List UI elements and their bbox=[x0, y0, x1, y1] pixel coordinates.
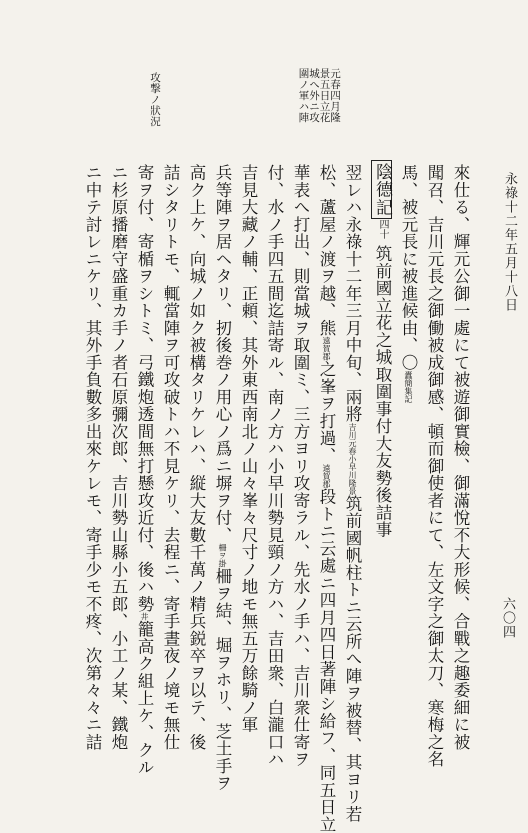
page-number: 六〇四 bbox=[500, 597, 515, 639]
chapter-title: 筑前國立花之城取圍事付大友勢後詰事 bbox=[373, 245, 392, 539]
text-column-1: 來仕る、輝元公御一處にて被遊御實檢、御滿悅不大形候、合戰之趣委細に被 bbox=[451, 164, 470, 751]
text-column-5: 翌レハ永祿十二年三月中旬、兩將吉川元春小早川隆景筑前國帆柱トニ云所へ陣ヲ被替、其ヨリ若 bbox=[343, 164, 362, 823]
text-column-8: 付、水ノ手四五間迄詰寄ル、南ノ方ハ小早川勢見頸ノ方ハ、吉田衆、白瀧口ハ bbox=[265, 164, 284, 768]
margin-annotation-2: 攻撃ノ狀況 bbox=[149, 72, 161, 127]
source-volume: 四十 bbox=[377, 219, 388, 240]
column-6-note-b: 遠賀郡 bbox=[322, 464, 331, 488]
column-10-note: 柵ヲ掛 bbox=[218, 543, 227, 568]
text-column-10: 兵等陣ヲ居ヘタリ、扨後巻ノ用心ノ爲ニ塀ヲ付、柵ヲ掛柵ヲ結、堀ヲホリ、芝土手ヲ bbox=[213, 164, 232, 792]
margin-annotation-1: 元春四月隆景五日立花城へ外ニ攻圍ノ軍ハ陣 bbox=[297, 68, 341, 123]
column-5-note: 吉川元春小早川隆景 bbox=[348, 422, 357, 495]
column-6-note-a: 遠賀郡 bbox=[322, 336, 331, 361]
text-column-11: 高ク上ケ、向城ノ如ク被構タリケレハ、縦大友數千萬ノ精兵鋭卒ヲ以テ、後 bbox=[187, 164, 206, 751]
text-column-6: 松、蘆屋ノ渡ヲ越、熊遠賀郡之峯ヲ打過、遠賀郡段トニ云處ニ四月四日著陣シ給フ、同五日立 bbox=[317, 164, 336, 833]
text-column-9: 吉見大藏ノ輔、正頼、其外東西南北ノ山々峯々尺寸ノ地モ無五万餘騎ノ軍 bbox=[239, 164, 258, 734]
text-column-4 bbox=[371, 160, 392, 539]
column-3-source-note: 蠹簡集記 bbox=[404, 371, 413, 403]
text-column-12: 詰シタリトモ、輒當陣ヲ可攻破トハ不見ケリ、去程ニ、寄手晝夜ノ境モ無仕 bbox=[161, 164, 180, 751]
source-title-box: 陰德記 bbox=[371, 160, 392, 219]
text-column-2: 聞召、吉川元長之御働被成御感、頓而御使者にて、左文字之御太刀、寒梅之名 bbox=[425, 164, 444, 768]
text-column-14: ニ杉原播磨守盛重カ手ノ者石原彌次郎、吉川勢山縣小五郎、小工ノ某、鐵炮 bbox=[109, 164, 128, 751]
column-3-main: 馬、被元長に被進候由、〇 bbox=[399, 164, 418, 371]
column-13-note: 井 bbox=[140, 612, 149, 621]
text-column-7: 華表へ打出、則當城ヲ取圍ミ、三方ヨリ攻寄ラル、先水ノ手ハ、吉川衆仕寄ヲ bbox=[291, 164, 310, 768]
header-date: 永祿十二年五月十八日 bbox=[502, 172, 517, 312]
text-column-15: ニ中テ討レニケリ、其外手負數多出來ケレモ、寄手少モ不疼、次第々々ニ詰 bbox=[83, 164, 102, 751]
text-column-3 bbox=[400, 164, 417, 403]
text-column-13: 寄ヲ付、寄楯ヲシトミ、弓鐵炮透間無打懸攻近付、後ハ勢井籠高ク組上ケ、クル bbox=[135, 164, 154, 776]
